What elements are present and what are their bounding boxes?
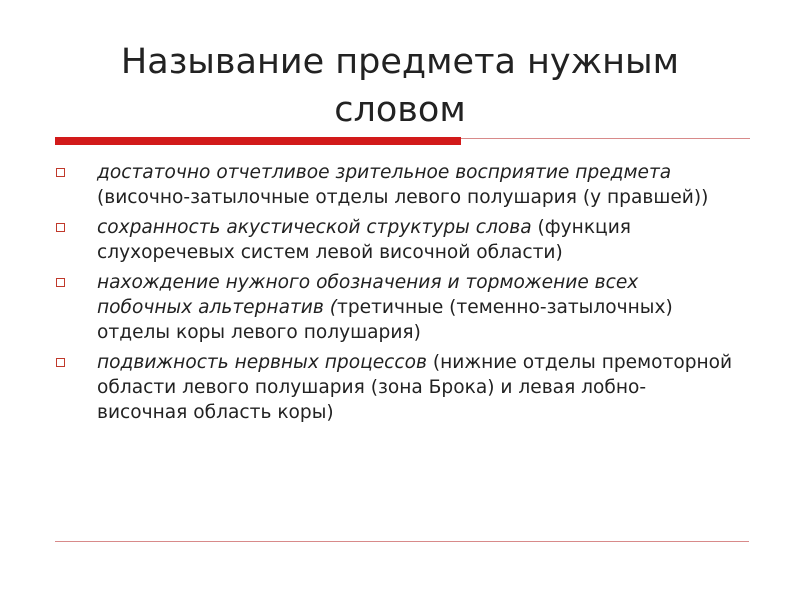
hollow-square-icon (56, 168, 65, 177)
bullet-emphasis: подвижность нервных процессов (97, 352, 427, 373)
bullet-detail: третичные (теменно-затылочных) отделы коры левого полушария) (97, 297, 673, 343)
hollow-square-icon (56, 223, 65, 232)
bullet-detail: (височно-затылочные отделы левого полушария (у правшей)) (97, 187, 709, 208)
title-underline-thick (55, 137, 461, 145)
bullet-detail: (нижние отделы премоторной области левого полушария (зона Брока) и левая лобно-височная область коры) (97, 352, 733, 423)
list-item (54, 215, 734, 265)
bullet-detail: (функция слухоречевых систем левой височной области) (97, 217, 631, 263)
bullet-list (54, 160, 734, 430)
list-item (54, 160, 734, 210)
title-underline-thin (461, 138, 750, 139)
footer-divider (55, 541, 749, 542)
hollow-square-icon (56, 358, 65, 367)
bullet-emphasis: сохранность акустической структуры слова (97, 217, 532, 238)
bullet-emphasis: нахождение нужного обозначения и торможение всех побочных альтернатив ( (97, 272, 639, 318)
list-item (54, 350, 734, 425)
title-line-1: Называние предмета нужным (120, 42, 680, 82)
list-item (54, 270, 734, 345)
hollow-square-icon (56, 278, 65, 287)
bullet-emphasis: достаточно отчетливое зрительное восприятие предмета (97, 162, 672, 183)
slide-title (60, 38, 740, 134)
title-line-2: словом (334, 90, 466, 130)
